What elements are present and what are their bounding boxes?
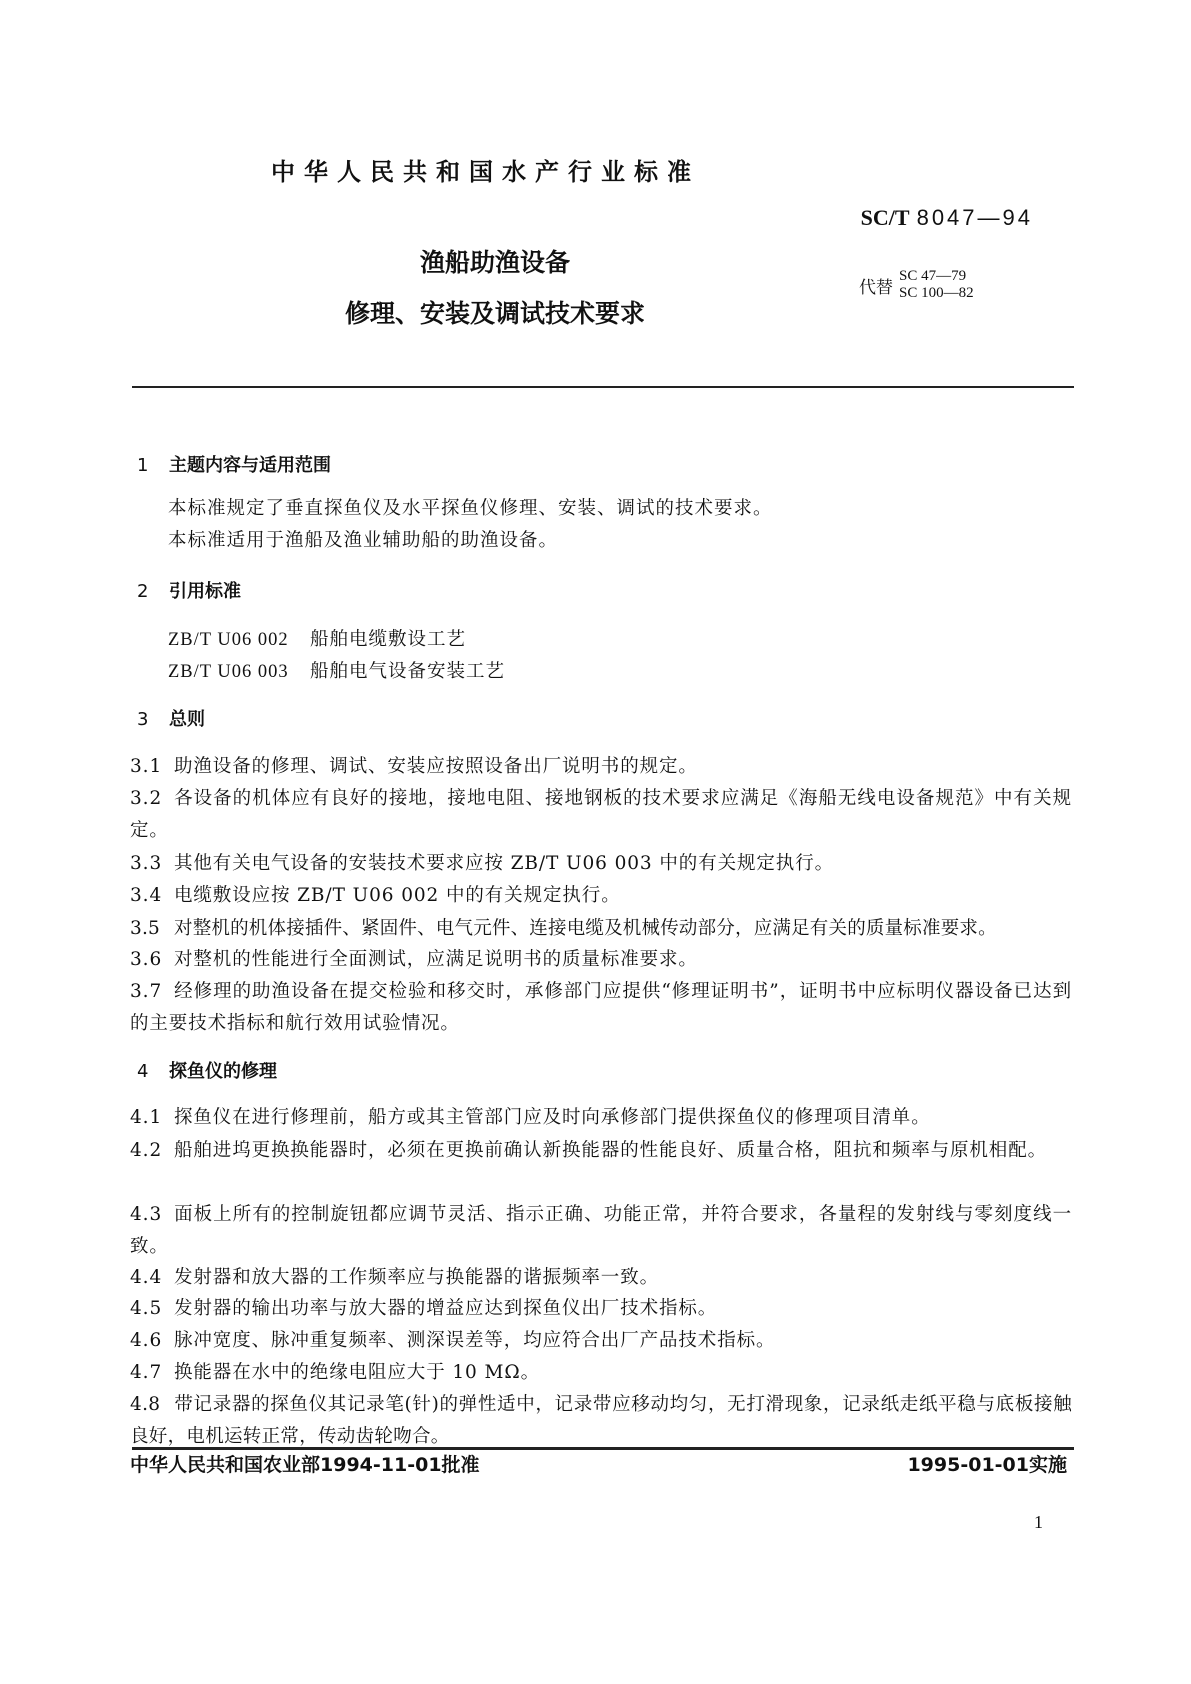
section-heading: 1 主题内容与适用范围 xyxy=(137,455,331,476)
clause: 3.1 助渔设备的修理、调试、安装应按照设备出厂说明书的规定。 xyxy=(130,756,698,777)
clause: 4.6 脉冲宽度、脉冲重复频率、测深误差等，均应符合出厂产品技术指标。 xyxy=(130,1330,776,1351)
clause: 3.3 其他有关电气设备的安装技术要求应按 ZB/T U06 003 中的有关规定执行。 xyxy=(130,853,834,874)
replaced-standard: SC 100—82 xyxy=(899,285,974,301)
code-prefix: SC/T xyxy=(860,205,910,230)
clause: 4.3 面板上所有的控制旋钮都应调节灵活、指示正确、功能正常，并符合要求，各量程的发射线与零刻度线一致。 xyxy=(130,1204,1072,1257)
clause: 3.7 经修理的助渔设备在提交检验和移交时，承修部门应提供“修理证明书”，证明书中应标明仪器设备已达到的主要技术指标和航行效用试验情况。 xyxy=(130,981,1072,1034)
paragraph: 本标准适用于渔船及渔业辅助船的助渔设备。 xyxy=(168,530,559,551)
page-number: 1 xyxy=(1034,1512,1043,1532)
header-divider xyxy=(132,386,1074,388)
clause: 4.4 发射器和放大器的工作频率应与换能器的谐振频率一致。 xyxy=(130,1267,660,1288)
clause: 3.6 对整机的性能进行全面测试，应满足说明书的质量标准要求。 xyxy=(130,949,698,970)
paragraph: 本标准规定了垂直探鱼仪及水平探鱼仪修理、安装、调试的技术要求。 xyxy=(168,498,773,519)
clause: 4.8 带记录器的探鱼仪其记录笔(针)的弹性适中，记录带应移动均匀，无打滑现象，记录纸走纸平稳与底板接触良好，电机运转正常，传动齿轮吻合。 xyxy=(130,1394,1072,1447)
clause: 4.2 船舶进坞更换换能器时，必须在更换前确认新换能器的性能良好、质量合格，阻抗和频率与原机相配。 xyxy=(130,1140,1048,1161)
title-line-1: 渔船助渔设备 xyxy=(419,248,570,277)
clause: 3.5 对整机的机体接插件、紧固件、电气元件、连接电缆及机械传动部分，应满足有关的质量标准要求。 xyxy=(130,918,997,939)
replaces-label: 代替 xyxy=(859,277,893,298)
issuer-heading: 中华人民共和国水产行业标准 xyxy=(271,158,700,186)
replaces-block xyxy=(859,268,974,302)
standard-code xyxy=(861,205,1033,231)
reference-item: ZB/T U06 003 船舶电气设备安装工艺 xyxy=(168,661,506,682)
section-heading: 3 总则 xyxy=(137,709,205,730)
code-number: 8047—94 xyxy=(916,205,1033,230)
title-line-2: 修理、安装及调试技术要求 xyxy=(344,299,645,328)
section-heading: 2 引用标准 xyxy=(137,581,241,602)
effective-date: 1995-01-01实施 xyxy=(907,1454,1067,1476)
clause: 4.5 发射器的输出功率与放大器的增益应达到探鱼仪出厂技术指标。 xyxy=(130,1298,718,1319)
approval-note: 中华人民共和国农业部1994-11-01批准 xyxy=(130,1454,480,1476)
replaced-standard: SC 47—79 xyxy=(899,268,967,284)
section-heading: 4 探鱼仪的修理 xyxy=(137,1061,277,1082)
reference-item: ZB/T U06 002 船舶电缆敷设工艺 xyxy=(168,629,467,650)
clause: 3.2 各设备的机体应有良好的接地，接地电阻、接地钢板的技术要求应满足《海船无线电设备规范》中有关规定。 xyxy=(130,788,1072,841)
clause: 4.7 换能器在水中的绝缘电阻应大于 10 MΩ。 xyxy=(130,1362,540,1383)
clause: 4.1 探鱼仪在进行修理前，船方或其主管部门应及时向承修部门提供探鱼仪的修理项目清单。 xyxy=(130,1107,931,1128)
clause: 3.4 电缆敷设应按 ZB/T U06 002 中的有关规定执行。 xyxy=(130,885,621,906)
